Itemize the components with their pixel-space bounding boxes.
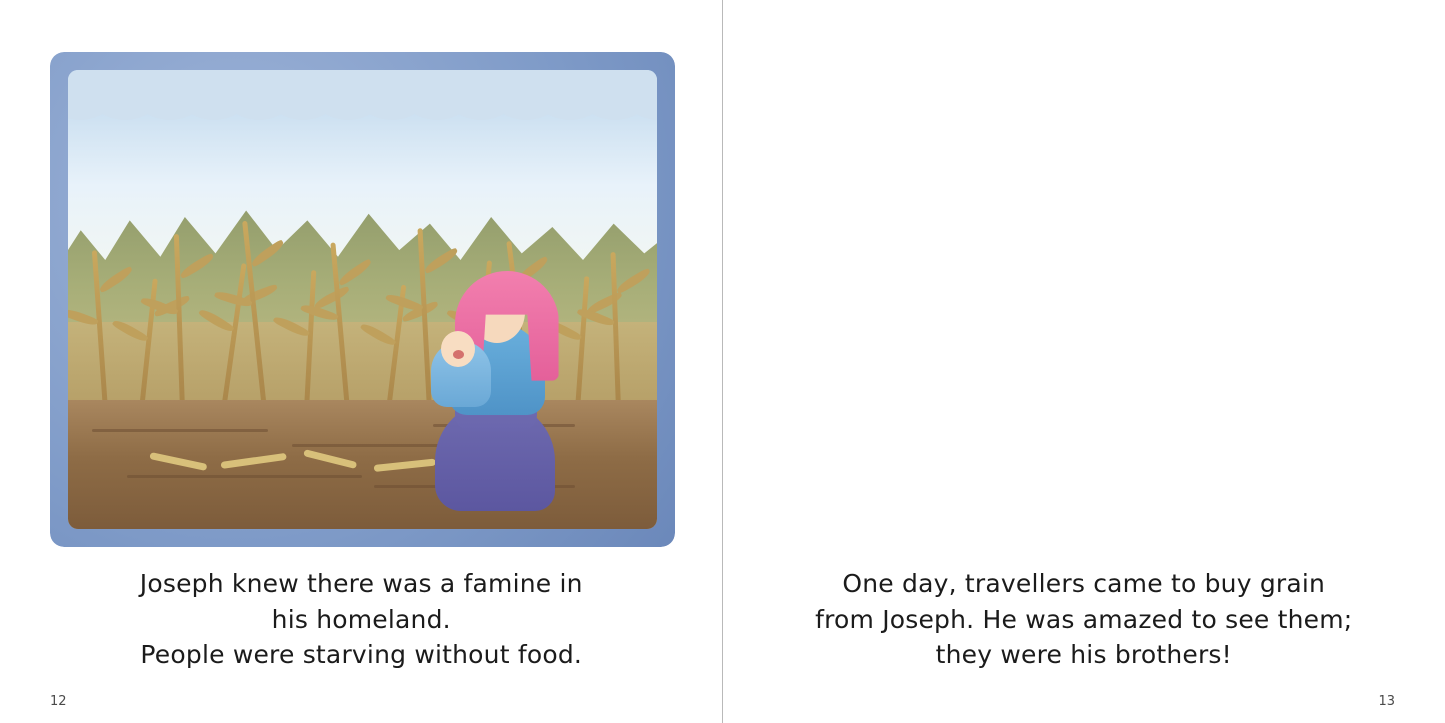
cloud-band (68, 70, 657, 124)
page-number-left: 12 (50, 694, 67, 709)
caption-line: People were starving without food. (140, 640, 583, 669)
right-page (723, 0, 1445, 723)
right-page-caption (723, 566, 1445, 673)
caption-line: One day, travellers came to buy grain (842, 569, 1326, 598)
illustration-scene (68, 70, 657, 529)
famine-field-illustration (50, 52, 675, 547)
caption-line: from Joseph. He was amazed to see them; (815, 604, 1353, 634)
page-number-right: 13 (1378, 694, 1395, 709)
caption-line: Joseph knew there was a famine in (139, 569, 583, 598)
caption-line: they were his brothers! (935, 640, 1232, 669)
caption-line: his homeland. (271, 604, 451, 634)
mother-figure (425, 261, 575, 511)
left-page-caption (0, 566, 723, 673)
